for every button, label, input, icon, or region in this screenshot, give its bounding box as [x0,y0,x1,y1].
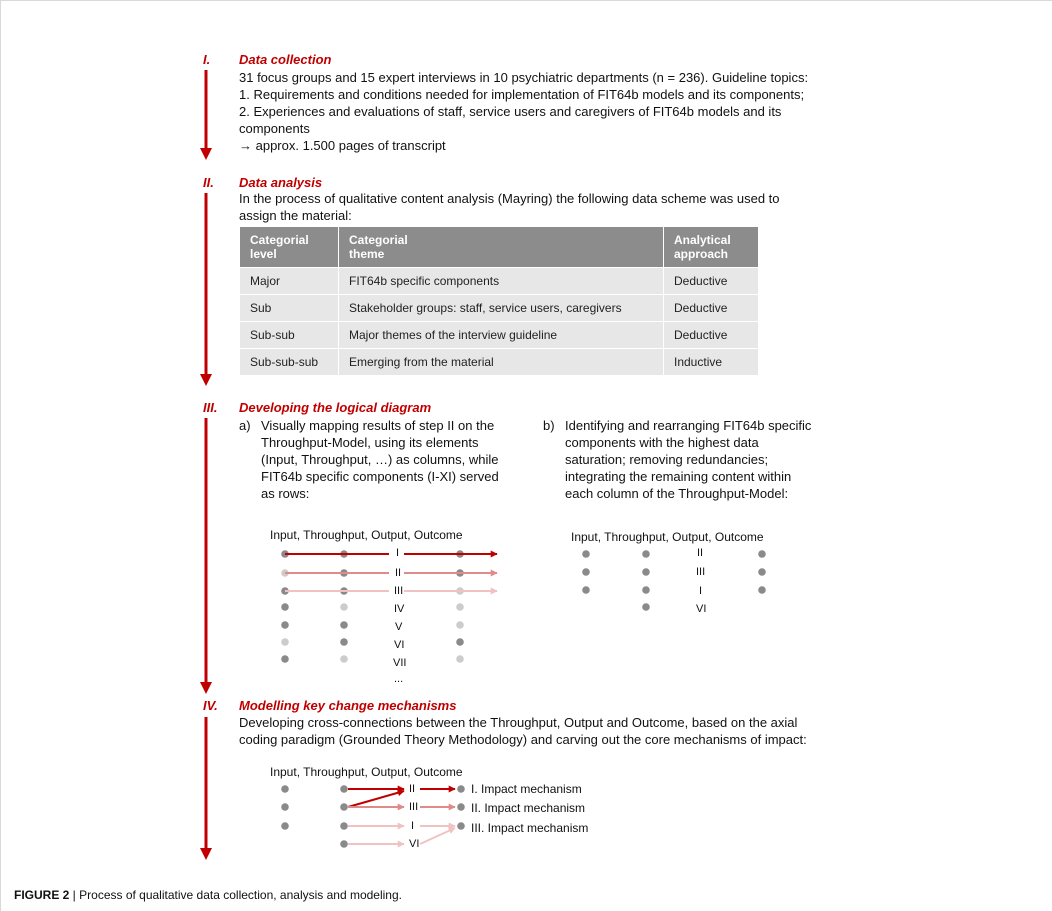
diagram-dot [642,586,650,594]
step-3b-line-1: Identifying and rearranging FIT64b specific [565,418,812,433]
diagram-dot [281,785,289,793]
table-cell: FIT64b specific components [339,268,664,295]
step-4-column-header: Input, Throughput, Output, Outcome [270,765,463,779]
step-4-title: Modelling key change mechanisms [239,698,457,713]
step-2-title: Data analysis [239,175,323,190]
diagram-dot [340,785,348,793]
caption-label: FIGURE 2 [14,888,70,902]
step-4-number: IV. [203,698,218,713]
diagram-dot [642,568,650,576]
step-1-line-1: 31 focus groups and 15 expert interviews in 10 psychiatric departments (n = 236). Guideline topics: [239,70,809,85]
impact-mechanism-label: I. Impact mechanism [471,782,582,796]
diagram-dot [340,638,348,646]
step-3a-line-5: as rows: [261,486,310,501]
step-3a-row-label: I [396,547,400,559]
diagram-dot [457,803,465,811]
diagram-dot [340,840,348,848]
table-cell: Sub [240,295,339,322]
table-row [240,349,759,376]
step-3a-line-3: (Input, Throughput, …) as columns, while [261,452,499,467]
step-3b-row-label: I [699,585,703,597]
diagram-dot [758,550,766,558]
step-1-line-5: → approx. 1.500 pages of transcript [239,138,446,153]
table-cell: Inductive [664,349,759,376]
step-4-row-label: II [409,783,416,795]
diagram-dot [457,785,465,793]
diagram-dot [582,568,590,576]
diagram-dot [642,550,650,558]
step-3a-row-label: VII [393,657,407,669]
table-header-approach: Analytical approach [664,227,759,268]
step-3-number: III. [203,400,218,415]
diagram-connector-arrow [420,828,455,844]
step-4-line-2: coding paradigm (Grounded Theory Methodology) and carving out the core mechanisms of impact: [239,732,807,747]
step-3a-row-label: II [395,567,402,579]
impact-mechanism-label: II. Impact mechanism [471,801,586,815]
step-3b-line-3: saturation; removing redundancies; [565,452,769,467]
step-1-line-3: 2. Experiences and evaluations of staff, service users and caregivers of FIT64b models and its [239,104,782,119]
diagram-dot [582,550,590,558]
diagram-dot [281,655,289,663]
diagram-dot [281,603,289,611]
step-1-title: Data collection [239,52,332,67]
step-3a-row-label: V [395,621,403,633]
table-cell: Major [240,268,339,295]
step-3b-column-header: Input, Throughput, Output, Outcome [571,530,764,544]
table-cell: Deductive [664,268,759,295]
table-row [240,268,759,295]
table-header-level: Categorial level [240,227,339,268]
step-1-line-2: 1. Requirements and conditions needed for implementation of FIT64b models and its components; [239,87,805,102]
step-3b-line-2: components with the highest data [565,435,759,450]
table-cell: Major themes of the interview guideline [339,322,664,349]
step-3a-line-1: Visually mapping results of step II on the [261,418,495,433]
diagram-dot [457,822,465,830]
step-3b-line-5: each column of the Throughput-Model: [565,486,789,501]
diagram-dot [456,621,464,629]
step-4-row-label: VI [409,838,420,850]
figure-caption [14,888,402,902]
diagram-dot [340,803,348,811]
diagram-dot [582,586,590,594]
table-cell: Deductive [664,322,759,349]
diagram-dot [281,803,289,811]
step-3b-line-4: integrating the remaining content within [565,469,792,484]
impact-mechanism-label: III. Impact mechanism [471,821,589,835]
step-3a-marker: a) [239,418,251,433]
diagram-dot [281,822,289,830]
caption-text: Process of qualitative data collection, analysis and modeling. [79,888,402,902]
step-3b-row-label: VI [696,603,707,615]
step-4-row-label: III [409,801,419,813]
diagram-connector-arrow [348,791,404,807]
step-3b-row-label: III [696,566,706,578]
diagram-dot [340,655,348,663]
diagram-dot [456,603,464,611]
step-4-line-1: Developing cross-connections between the Throughput, Output and Outcome, based on the axial [239,715,798,730]
step-1-number: I. [203,52,211,67]
step-3a-row-label: VI [394,639,405,651]
step-3b-row-label: II [697,547,704,559]
step-3a-row-label: IV [394,603,405,615]
table-row [240,295,759,322]
timeline-arrow-4-head [200,848,212,860]
diagram-dot [642,603,650,611]
timeline-arrow-3-head [200,682,212,694]
step-4-row-label: I [411,820,415,832]
step-3a-column-header: Input, Throughput, Output, Outcome [270,528,463,542]
step-3b-marker: b) [543,418,555,433]
diagram-dot [758,568,766,576]
step-2-line-1: In the process of qualitative content analysis (Mayring) the following data scheme was used to [239,191,780,206]
diagram-dot [281,638,289,646]
step-3a-row-label: III [394,585,404,597]
diagram-dot [456,638,464,646]
step-2-line-2: assign the material: [239,208,352,223]
timeline-arrow-2-head [200,374,212,386]
table-cell: Deductive [664,295,759,322]
timeline-arrow-1-head [200,148,212,160]
diagram-dot [758,586,766,594]
table-header-row [240,227,759,268]
table-cell: Stakeholder groups: staff, service users, caregivers [339,295,664,322]
step-1-line-4: components [239,121,310,136]
step-3a-row-label: ... [394,673,404,685]
diagram-dot [340,822,348,830]
table-row [240,322,759,349]
step-3a-line-4: FIT64b specific components (I-XI) served [261,469,499,484]
step-3-title: Developing the logical diagram [239,400,432,415]
table-cell: Emerging from the material [339,349,664,376]
diagram-dot [456,655,464,663]
table-header-theme: Categorial theme [339,227,664,268]
step-3a-line-2: Throughput-Model, using its elements [261,435,479,450]
diagram-dot [340,621,348,629]
category-table [239,226,759,376]
caption-separator: | [69,888,80,902]
table-cell: Sub-sub-sub [240,349,339,376]
step-2-number: II. [203,175,214,190]
diagram-dot [340,603,348,611]
table-cell: Sub-sub [240,322,339,349]
diagram-dot [281,621,289,629]
